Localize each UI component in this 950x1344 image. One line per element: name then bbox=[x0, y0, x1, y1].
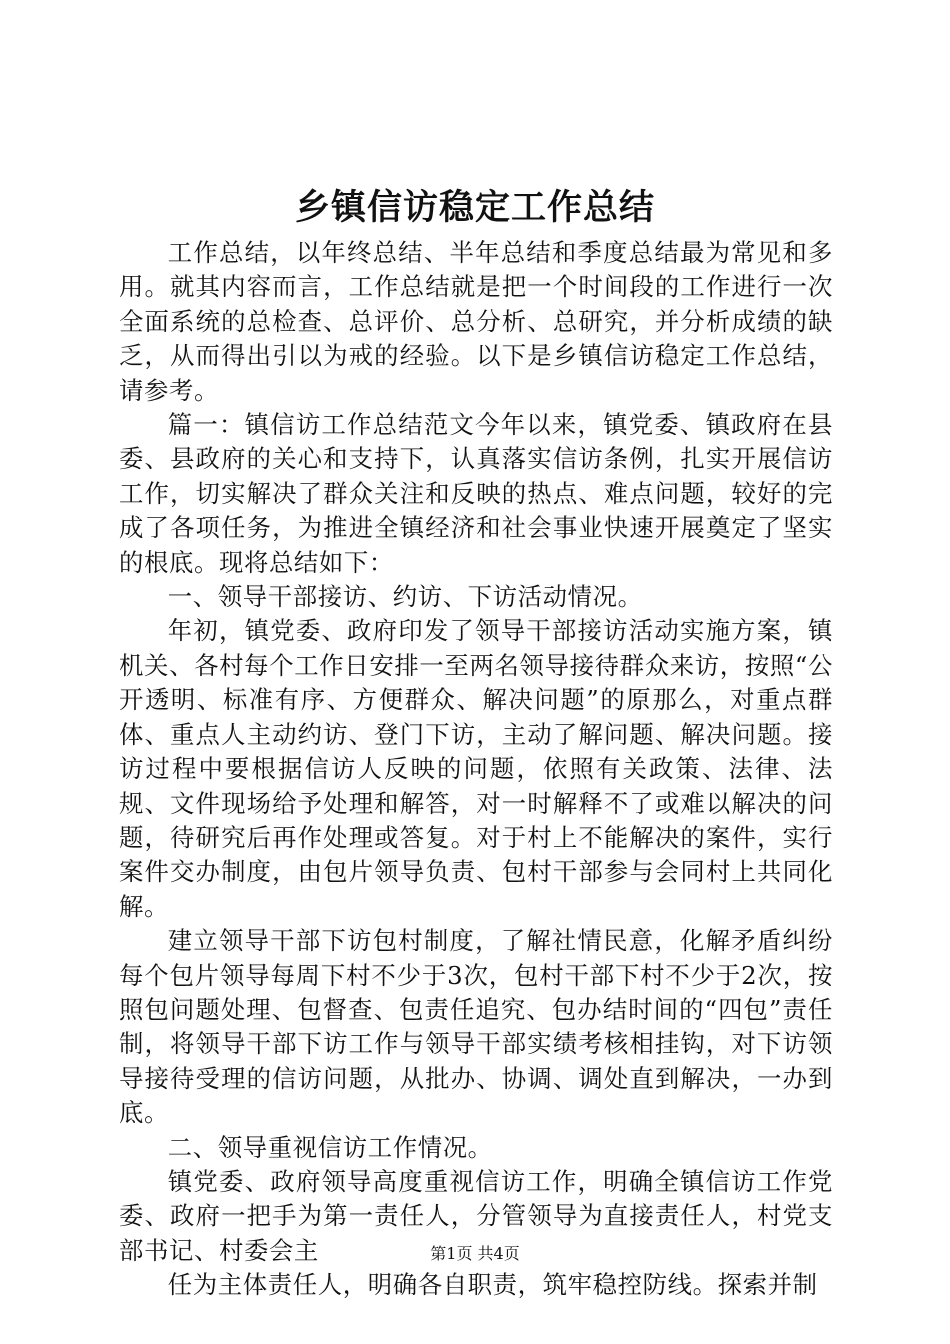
paragraph-village-visits: 建立领导干部下访包村制度，了解社情民意，化解矛盾纠纷每个包片领导每周下村不少于3次，包村干部下村不少于2次，按照包问题处理、包督查、包责任追究、包办结时间的“四包”责任制，将领导干部下访工作与领导干部实绩考核相挂钩，对下访领导接待受理的信访问题，从批办、协调、调处直到解决，一办到底。 bbox=[119, 926, 833, 1128]
section-heading-one: 一、领导干部接访、约访、下访活动情况。 bbox=[167, 582, 643, 612]
document-title: 乡镇信访稳定工作总结 bbox=[294, 188, 655, 228]
paragraph-leadership: 镇党委、政府领导高度重视信访工作，明确全镇信访工作党委、政府一把手为第一责任人，分管领导为直接责任人，村党支部书记、村委会主 bbox=[119, 1166, 833, 1265]
section-heading-two: 二、领导重视信访工作情况。 bbox=[167, 1132, 493, 1162]
paragraph-intro: 工作总结，以年终总结、半年总结和季度总结最为常见和多用。就其内容而言，工作总结就是把一个时间段的工作进行一次全面系统的总检查、总评价、总分析、总研究，并分析成绩的缺乏，从而得出引以为戒的经验。以下是乡镇信访稳定工作总结，请参考。 bbox=[119, 238, 833, 405]
paragraph-responsibility: 任为主体责任人，明确各自职责，筑牢稳控防线。探索并制 bbox=[167, 1270, 818, 1300]
page-footer: 第1页 共4页 bbox=[430, 1244, 520, 1263]
paragraph-reception: 年初，镇党委、政府印发了领导干部接访活动实施方案，镇机关、各村每个工作日安排一至两名领导接待群众来访，按照“公开透明、标准有序、方便群众、解决问题”的原那么，对重点群体、重点人主动约访、登门下访，主动了解问题、解决问题。接访过程中要根据信访人反映的问题，依照有关政策、法律、法规、文件现场给予处理和解答，对一时解释不了或难以解决的问题，待研究后再作处理或答复。对于村上不能解决的案件，实行案件交办制度，由包片领导负责、包村干部参与会同村上共同化解。 bbox=[119, 616, 833, 921]
paragraph-part-one: 篇一：镇信访工作总结范文今年以来，镇党委、镇政府在县委、县政府的关心和支持下，认真落实信访条例，扎实开展信访工作，切实解决了群众关注和反映的热点、难点问题，较好的完成了各项任务，为推进全镇经济和社会事业快速开展奠定了坚实的根底。现将总结如下： bbox=[119, 410, 833, 577]
document-body bbox=[119, 236, 833, 1303]
